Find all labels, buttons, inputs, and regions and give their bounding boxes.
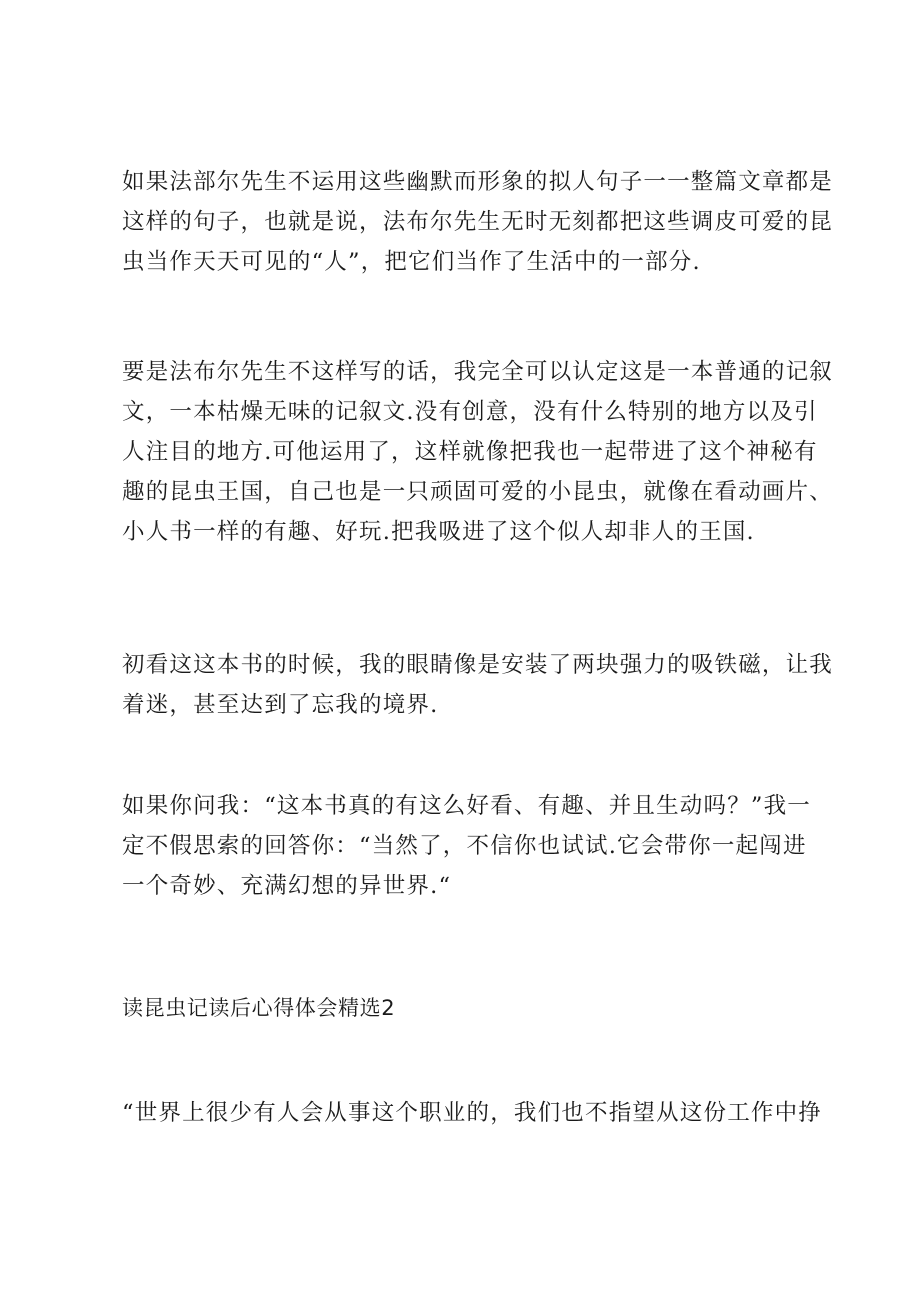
- paragraph-line: 这样的句子，也就是说，法布尔先生无时无刻都把这些调皮可爱的昆: [122, 209, 834, 235]
- paragraph-line: 小人书一样的有趣、好玩.把我吸进了这个似人却非人的王国.: [122, 519, 755, 545]
- paragraph-1: [122, 162, 834, 282]
- paragraph-line: 要是法布尔先生不这样写的话，我完全可以认定这是一本普通的记叙: [122, 359, 834, 385]
- paragraph-3: [122, 645, 834, 725]
- section-heading: [122, 988, 822, 1028]
- paragraph-line: 人注目的地方.可他运用了，这样就像把我也一起带进了这个神秘有: [122, 439, 818, 465]
- paragraph-line: 虫当作天天可见的“人”，把它们当作了生活中的一部分.: [122, 249, 701, 275]
- paragraph-line: “世界上很少有人会从事这个职业的，我们也不指望从这份工作中挣: [122, 1100, 823, 1126]
- paragraph-5: [122, 1093, 822, 1133]
- paragraph-line: 一个奇妙、充满幻想的异世界.“: [122, 873, 452, 899]
- paragraph-4: [122, 786, 822, 906]
- paragraph-line: 文，一本枯燥无味的记叙文.没有创意，没有什么特别的地方以及引: [122, 399, 818, 425]
- paragraph-line: 趣的昆虫王国，自己也是一只顽固可爱的小昆虫，就像在看动画片、: [122, 479, 834, 505]
- paragraph-2: [122, 352, 834, 552]
- paragraph-line: 如果法部尔先生不运用这些幽默而形象的拟人句子一一整篇文章都是: [122, 169, 834, 195]
- paragraph-line: 定不假思索的回答你：“当然了，不信你也试试.它会带你一起闯进: [122, 833, 807, 859]
- paragraph-line: 如果你问我：“这本书真的有这么好看、有趣、并且生动吗？”我一: [122, 793, 812, 819]
- heading-text: 读昆虫记读后心得体会精选2: [122, 996, 396, 1020]
- paragraph-line: 着迷，甚至达到了忘我的境界.: [122, 692, 439, 718]
- paragraph-line: 初看这这本书的时候，我的眼睛像是安装了两块强力的吸铁磁，让我: [122, 652, 834, 678]
